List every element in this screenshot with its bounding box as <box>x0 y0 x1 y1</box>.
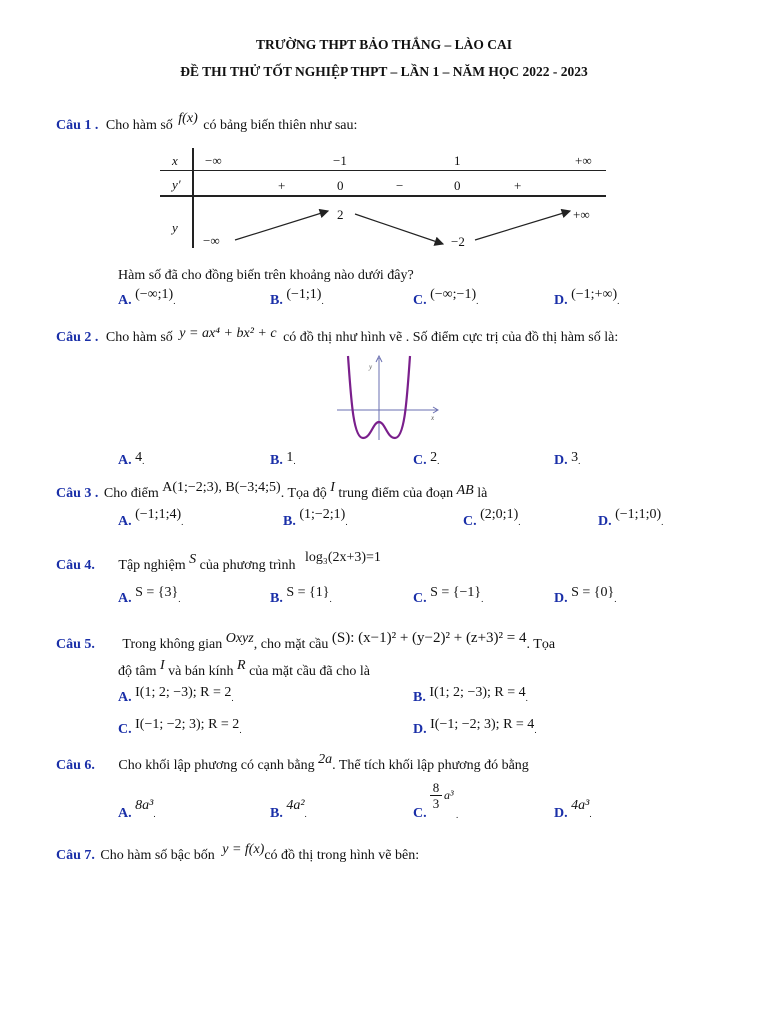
option-d[interactable]: D. (−1;1;0). <box>598 507 664 529</box>
question-label: Câu 3 . <box>56 486 99 501</box>
question-text: Cho hàm số bậc bốn <box>100 848 215 863</box>
option-c[interactable]: C. (−∞;−1). <box>413 287 479 308</box>
y-value: −∞ <box>203 233 220 248</box>
x-value: +∞ <box>575 153 592 168</box>
option-d[interactable]: D. 3. <box>554 450 581 468</box>
question-5-line2: độ tâm I và bán kính R của mặt cầu đã cho là <box>118 658 370 679</box>
derivative-sign: + <box>514 178 522 193</box>
equation: log₃(2x+3)=1 <box>305 550 381 565</box>
fraction-rest: a³ <box>444 788 454 802</box>
option-d[interactable]: D. S = {0}. <box>554 585 617 606</box>
question-text: Cho khối lập phương có cạnh bằng <box>118 758 315 773</box>
question-label: Câu 5. <box>56 637 95 652</box>
variation-table <box>160 148 610 258</box>
option-c[interactable]: C. I(−1; −2; 3); R = 2. <box>118 717 242 737</box>
increasing-arrow <box>475 211 570 240</box>
function-expr: f(x) <box>178 111 198 126</box>
school-title: TRƯỜNG THPT BẢO THẮNG – LÀO CAI <box>255 37 513 52</box>
option-a[interactable]: A. 8a³. <box>118 798 156 821</box>
row-label-yprime: y′ <box>172 177 181 192</box>
function-expr: y = ax⁴ + bx² + c <box>179 326 277 341</box>
x-value: −1 <box>333 153 347 168</box>
function-expr: y = f(x) <box>222 842 265 857</box>
quartic-graph <box>333 352 441 444</box>
row-label-x: x <box>172 153 178 168</box>
option-c[interactable]: C. S = {−1}. <box>413 585 484 606</box>
derivative-sign: + <box>278 178 286 193</box>
option-b[interactable]: B. (−1;1). <box>270 287 324 308</box>
question-3: Câu 3 . Cho điểm A(1;−2;3), B(−3;4;5). Tọa độ I trung điểm của đoạn AB là <box>56 480 488 501</box>
question-text: Cho hàm số <box>105 330 173 345</box>
option-a[interactable]: A. (−1;1;4). <box>118 507 184 529</box>
option-c[interactable]: C. (2;0;1). <box>463 507 521 529</box>
question-text: Cho hàm số <box>105 118 173 133</box>
option-b[interactable]: B. 1. <box>270 450 296 468</box>
question-text: Cho điểm <box>103 486 159 501</box>
question-5: Câu 5. Trong không gian Oxyz, cho mặt cầu (S): (x−1)² + (y−2)² + (z+3)² = 4. Tọa <box>56 630 556 652</box>
question-label: Câu 4. <box>56 558 95 573</box>
derivative-sign: − <box>396 178 404 193</box>
question-label: Câu 6. <box>56 758 95 773</box>
question-text: Trong không gian <box>122 637 223 652</box>
question-1 <box>56 111 358 134</box>
question-label: Câu 1 . <box>56 118 99 133</box>
question-label: Câu 2 . <box>56 330 99 345</box>
option-b[interactable]: B. I(1; 2; −3); R = 4. <box>413 685 528 705</box>
option-a[interactable]: A. 4. <box>118 450 145 468</box>
option-c[interactable]: C. <box>413 806 427 821</box>
option-c[interactable]: C. 2. <box>413 450 440 468</box>
question-text: có bảng biến thiên như sau: <box>203 118 358 133</box>
question-2 <box>56 326 619 346</box>
y-axis-label: y <box>369 363 373 371</box>
question-text: Tập nghiệm <box>118 558 186 573</box>
question-4: Câu 4. Tập nghiệm S của phương trình log₃(2x+3)=1 <box>56 550 381 573</box>
option-a[interactable]: A. I(1; 2; −3); R = 2. <box>118 685 234 705</box>
x-value: 1 <box>454 153 461 168</box>
x-value: −∞ <box>205 153 222 168</box>
question-1-prompt: Hàm số đã cho đồng biến trên khoảng nào dưới đây? <box>118 268 414 283</box>
option-d[interactable]: D. (−1;+∞). <box>554 287 620 308</box>
derivative-sign: 0 <box>337 178 344 193</box>
option-a[interactable]: A. S = {3}. <box>118 585 181 606</box>
question-6: Câu 6. Cho khối lập phương có cạnh bằng 2a. Thể tích khối lập phương đó bằng <box>56 752 529 773</box>
y-value: 2 <box>337 207 344 222</box>
option-b[interactable]: B. (1;−2;1). <box>283 507 348 529</box>
decreasing-arrow <box>355 214 443 244</box>
derivative-sign: 0 <box>454 178 461 193</box>
question-7: Câu 7. Cho hàm số bậc bốn y = f(x)có đồ thị trong hình vẽ bên: <box>56 842 420 863</box>
option-d[interactable]: D. 4a³. <box>554 798 592 821</box>
increasing-arrow <box>235 211 328 240</box>
option-b[interactable]: B. 4a². <box>270 798 307 821</box>
x-axis-label: x <box>431 414 435 422</box>
option-d[interactable]: D. I(−1; −2; 3); R = 4. <box>413 717 537 737</box>
y-value: −2 <box>451 234 465 249</box>
fraction: 8 3 <box>430 780 442 811</box>
option-a[interactable]: A. (−∞;1). <box>118 287 176 308</box>
option-b[interactable]: B. S = {1}. <box>270 585 332 606</box>
question-text: có đồ thị như hình vẽ . Số điểm cực trị của đồ thị hàm số là: <box>283 330 619 345</box>
variation-arrows <box>160 148 610 258</box>
question-label: Câu 7. <box>56 848 95 863</box>
sphere-equation: (S): (x−1)² + (y−2)² + (z+3)² = 4 <box>331 630 527 646</box>
points-expr: A(1;−2;3), B(−3;4;5) <box>162 480 281 495</box>
row-label-y: y <box>172 220 178 235</box>
exam-title: ĐỀ THI THỬ TỐT NGHIỆP THPT – LẦN 1 – NĂM HỌC 2022 - 2023 <box>180 64 588 79</box>
y-value: +∞ <box>573 207 590 222</box>
